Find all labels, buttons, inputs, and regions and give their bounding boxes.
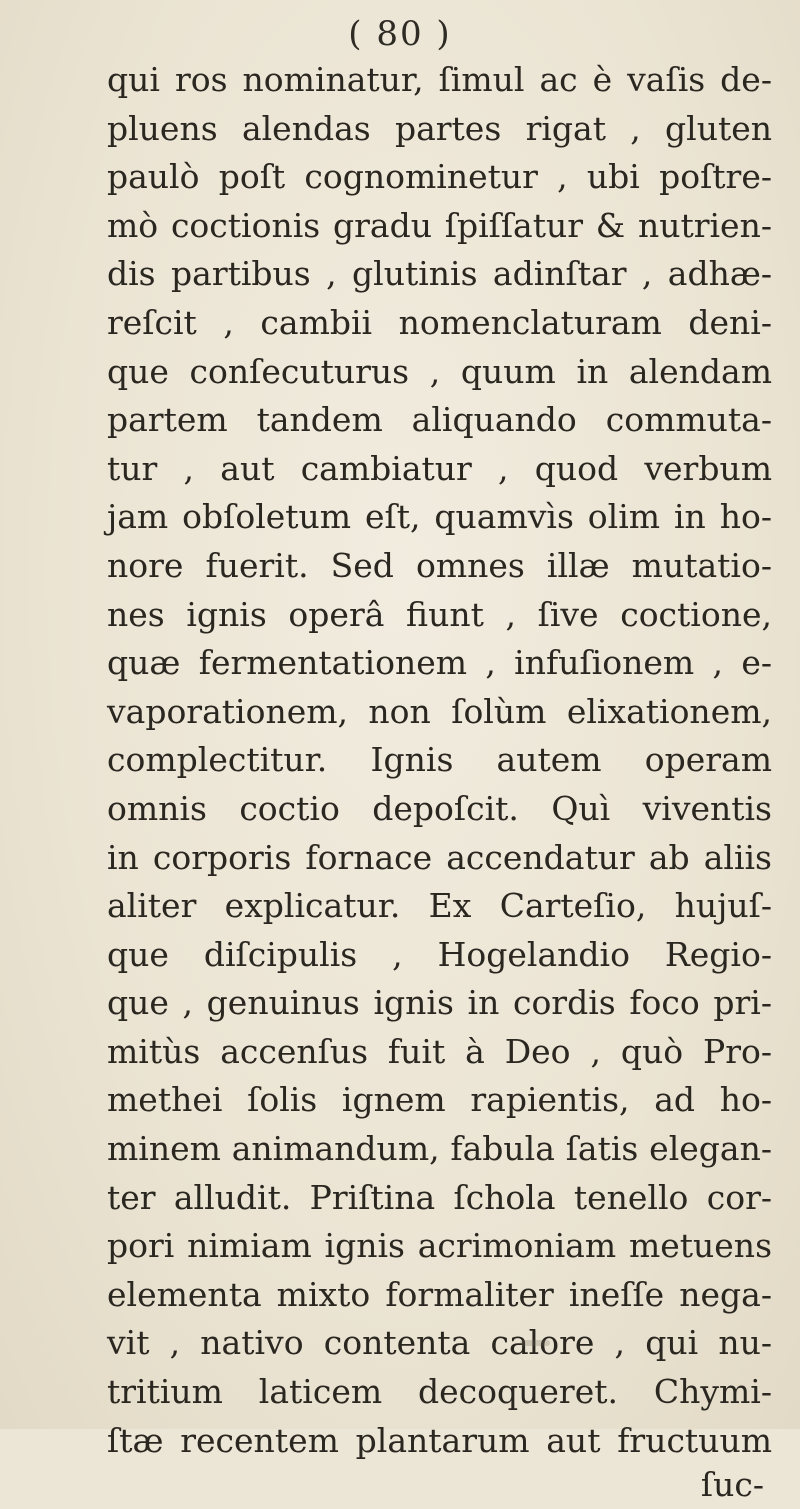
text-line: aliter explicatur. Ex Carteſio, hujuſ- [107,886,772,926]
text-line: dis partibus , glutinis adinſtar , adhæ- [107,254,772,294]
text-line: vaporationem, non ſolùm elixationem, [107,691,772,731]
text-line: ſtæ recentem plantarum aut fructuum [107,1420,772,1460]
body-text [107,56,772,1465]
text-line: paulò poſt cognominetur , ubi poſtre- [107,157,772,197]
text-line: mitùs accenſus fuit à Deo , quò Pro- [107,1031,772,1071]
text-line: mò coctionis gradu ſpiſſatur & nutrien- [107,205,772,245]
text-line: quæ fermentationem , infuſionem , e- [107,643,772,683]
text-line: reſcit , cambii nomenclaturam deni- [107,302,772,342]
text-line: omnis coctio depoſcit. Quì viventis [107,788,772,828]
text-line: elementa mixto formaliter ineſſe nega- [107,1274,772,1314]
text-line: pori nimiam ignis acrimoniam metuens [107,1226,772,1266]
page-number: ( 80 ) [348,14,452,54]
text-line: tur , aut cambiatur , quod verbum [107,448,772,488]
text-line: jam obſoletum eſt, quamvìs olim in ho- [107,497,772,537]
text-line: qui ros nominatur, ſimul ac è vaſis de- [107,60,772,99]
text-line: complectitur. Ignis autem operam [107,740,772,780]
text-line: que diſcipulis , Hogelandio Regio- [107,934,772,974]
text-line: ter alludit. Priſtina ſchola tenello cor- [107,1177,772,1217]
text-line: nes ignis operâ fiunt , ſive coctione, [107,594,772,634]
text-line: que , genuinus ignis in cordis foco pri- [107,983,772,1023]
text-line: in corporis fornace accendatur ab aliis [107,837,772,877]
text-line: vit , nativo contenta calore , qui nu- [107,1323,772,1363]
text-line: que conſecuturus , quum in alendam [107,351,772,391]
catchword: ſuc- [700,1465,764,1504]
text-line: pluens alendas partes rigat , gluten [107,108,772,148]
text-line: tritium laticem decoqueret. Chymi- [107,1372,772,1412]
text-line: nore fuerit. Sed omnes illæ mutatio- [107,545,772,585]
text-line: methei ſolis ignem rapientis, ad ho- [107,1080,772,1120]
text-line: minem animandum, fabula ſatis elegan- [107,1129,772,1169]
text-line: partem tandem aliquando commuta- [107,400,772,440]
paper-smudge [520,1340,550,1346]
